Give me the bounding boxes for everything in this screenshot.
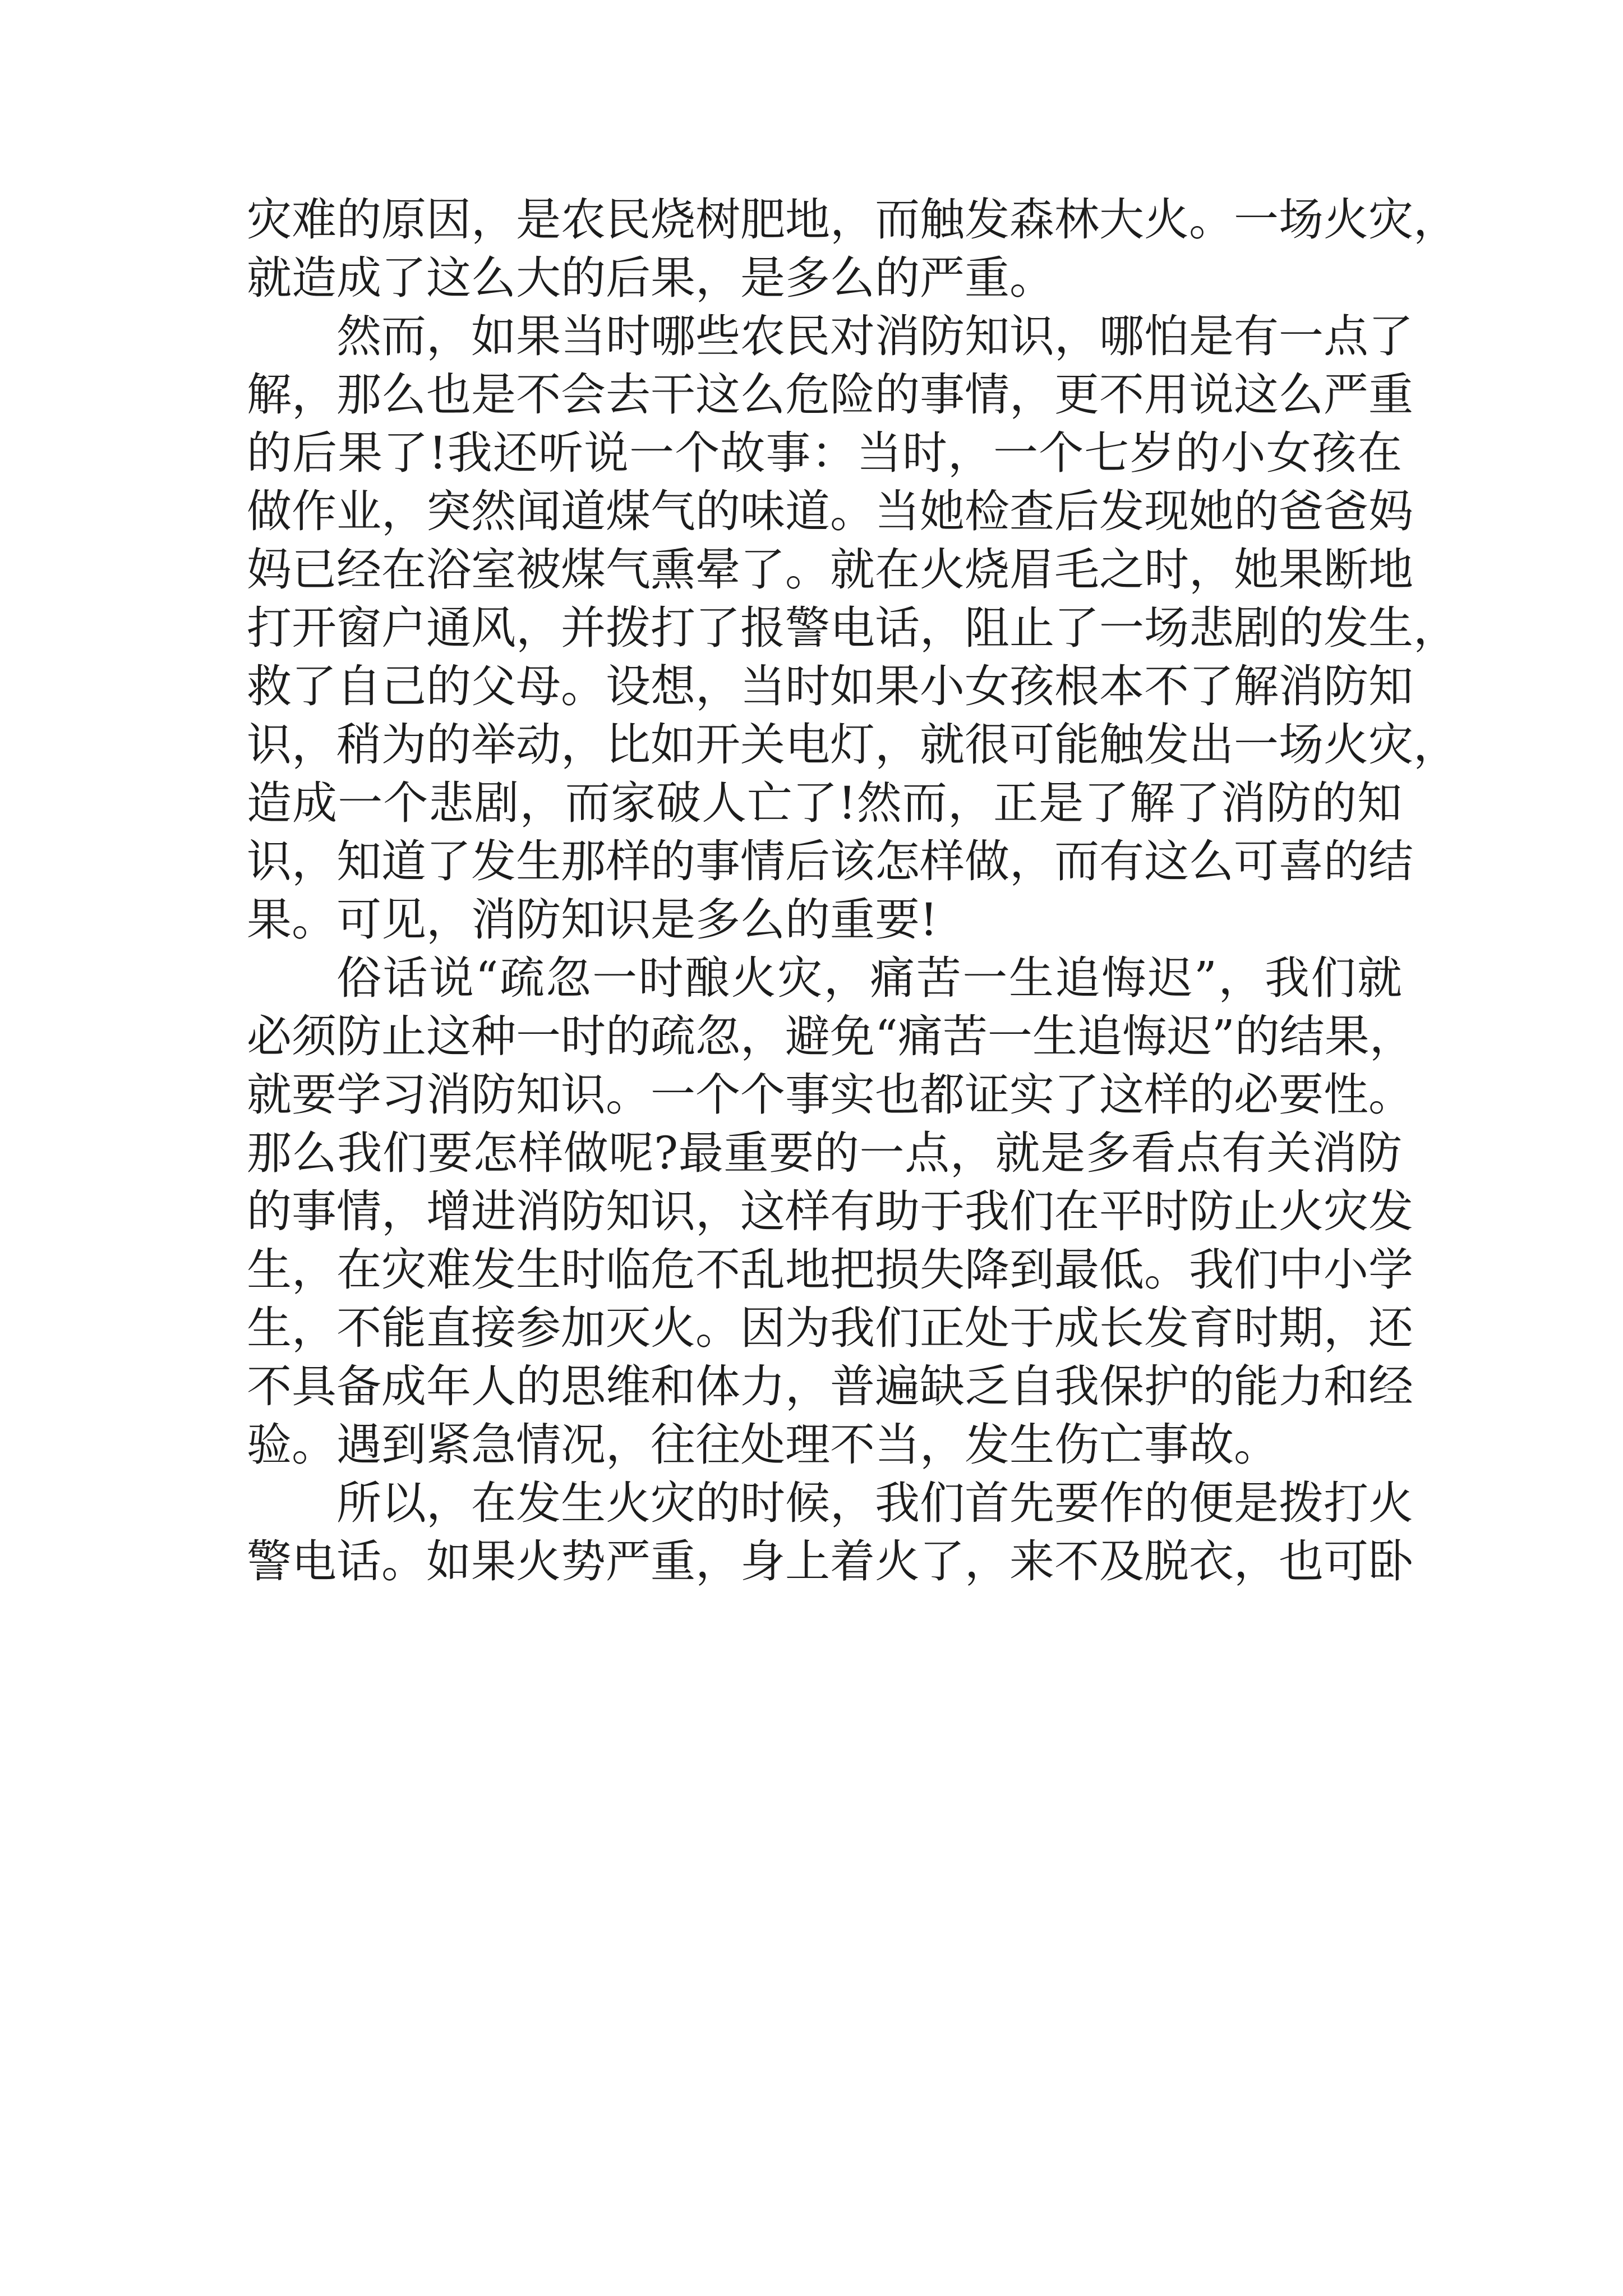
paragraph-line: 就要学习消防知识。一个个事实也都证实了这样的必要性。 bbox=[247, 1069, 1413, 1121]
paragraph-line: 做作业，突然闻道煤气的味道。当她检查后发现她的爸爸妈 bbox=[247, 485, 1413, 537]
paragraph-line: 必须防止这种一时的疏忽，避免“痛苦一生追悔迟”的结果， bbox=[247, 1010, 1414, 1062]
paragraph-line: 的后果了!我还听说一个故事：当时，一个七岁的小女孩在 bbox=[247, 427, 1402, 479]
paragraph-line: 造成一个悲剧，而家破人亡了!然而，正是了解了消防的知 bbox=[247, 777, 1402, 829]
paragraph-line: 打开窗户通风，并拨打了报警电话，阻止了一场悲剧的发生， bbox=[247, 602, 1458, 654]
paragraph-2 bbox=[247, 307, 1458, 949]
paragraph-1 bbox=[247, 191, 1458, 307]
paragraph-line: 验。遇到紧急情况，往往处理不当，发生伤亡事故。 bbox=[247, 1419, 1279, 1471]
paragraph-line: 救了自己的父母。设想，当时如果小女孩根本不了解消防知 bbox=[247, 660, 1413, 712]
paragraph-line: 然而，如果当时哪些农民对消防知识，哪怕是有一点了 bbox=[336, 310, 1413, 362]
paragraph-3 bbox=[247, 949, 1414, 1474]
paragraph-line: 那么我们要怎样做呢?最重要的一点，就是多看点有关消防 bbox=[247, 1127, 1402, 1179]
paragraph-line: 不具备成年人的思维和体力，普遍缺乏自我保护的能力和经 bbox=[247, 1360, 1413, 1412]
paragraph-4 bbox=[247, 1474, 1413, 1591]
paragraph-line: 生，不能直接参加灭火。因为我们正处于成长发育时期，还 bbox=[247, 1302, 1413, 1354]
paragraph-line: 警电话。如果火势严重，身上着火了，来不及脱衣，也可卧 bbox=[247, 1535, 1413, 1588]
paragraph-line: 识，稍为的举动，比如开关电灯，就很可能触发出一场火灾， bbox=[247, 719, 1458, 771]
paragraph-line: 生，在灾难发生时临危不乱地把损失降到最低。我们中小学 bbox=[247, 1244, 1413, 1296]
paragraph-line: 俗话说“疏忽一时酿火灾，痛苦一生追悔迟”，我们就 bbox=[336, 952, 1402, 1004]
paragraph-line: 就造成了这么大的后果，是多么的严重。 bbox=[247, 252, 1054, 304]
paragraph-line: 果。可见，消防知识是多么的重要! bbox=[247, 894, 938, 946]
paragraph-line: 灾难的原因，是农民烧树肥地，而触发森林大火。一场火灾， bbox=[247, 194, 1458, 246]
paragraph-line: 解，那么也是不会去干这么危险的事情，更不用说这么严重 bbox=[247, 369, 1413, 421]
document-body bbox=[247, 191, 1458, 1591]
paragraph-line: 识，知道了发生那样的事情后该怎样做，而有这么可喜的结 bbox=[247, 835, 1413, 887]
paragraph-line: 的事情，增进消防知识，这样有助于我们在平时防止火灾发 bbox=[247, 1185, 1413, 1237]
paragraph-line: 所以，在发生火灾的时候，我们首先要作的便是拨打火 bbox=[336, 1477, 1413, 1529]
paragraph-line: 妈已经在浴室被煤气熏晕了。就在火烧眉毛之时，她果断地 bbox=[247, 544, 1413, 596]
